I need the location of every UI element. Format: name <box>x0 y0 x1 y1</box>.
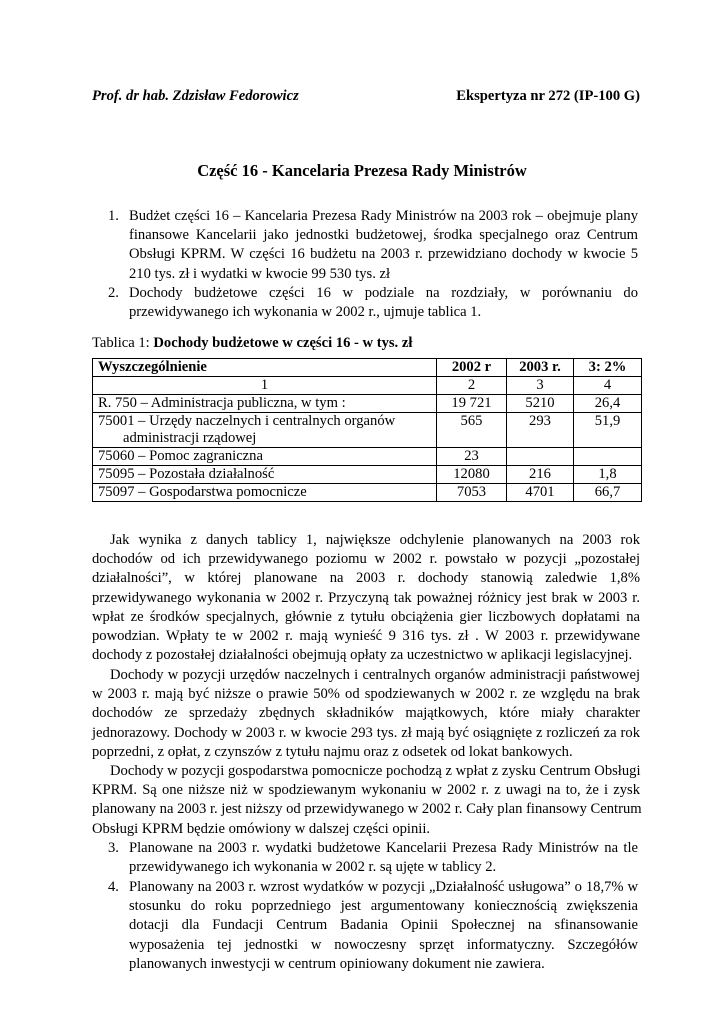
table-row <box>93 395 642 413</box>
value-2002: 12080 <box>437 466 507 484</box>
row-description-line: 75001 – Urzędy naczelnych i centralnych organów <box>98 413 396 429</box>
value-ratio: 1,8 <box>574 466 642 484</box>
value-2003: 216 <box>507 466 574 484</box>
list-item-line: przewidywanego ich wykonania w 2002 r., ujmuje tablica 1. <box>129 304 482 321</box>
value-2002: 565 <box>437 413 507 448</box>
table-numbering-row <box>93 377 642 395</box>
expertise-number: Ekspertyza nr 272 (IP-100 G) <box>456 88 640 104</box>
list-item-line: Dochody budżetowe części 16 w podziale na rozdziały, w porównaniu do <box>129 285 638 301</box>
table-caption-title: Dochody budżetowe w części 16 - w tys. zł <box>153 335 413 351</box>
list-item-2 <box>108 284 638 322</box>
column-header-description: Wyszczególnienie <box>93 359 437 377</box>
list-item-line: Planowany na 2003 r. wzrost wydatków w pozycji „Działalność usługowa” o 18,7% w <box>129 879 638 895</box>
paragraph-line: Obsługi KPRM będzie omówiony w dalszej części opinii. <box>92 820 431 837</box>
paragraph-line: jednorazowy. Dochody w 2003 r. w kwocie 293 tys. zł mają być osiągnięte z rozliczeń za rok <box>92 724 640 741</box>
paragraph-line: powodzian. Wpłaty te w 2002 r. mają wynieść 9 316 tys. zł . W 2003 r. przewidywane <box>92 628 640 645</box>
paragraph-line: Dochody w pozycji gospodarstwa pomocnicze pochodzą z wpłat z zysku Centrum Obsługi <box>110 763 641 779</box>
section-title: Część 16 - Kancelaria Prezesa Rady Ministrów <box>197 161 527 180</box>
paragraph-line: KPRM. Są one niższe niż w spodziewanym wykonaniu w 2002 r. z uwagi na to, że i zysk <box>92 782 640 799</box>
list-item-line: Budżet części 16 – Kancelaria Prezesa Rady Ministrów na 2003 rok – obejmuje plany <box>129 208 638 224</box>
table-row <box>93 413 642 448</box>
row-description: 75097 – Gospodarstwa pomocnicze <box>93 484 437 502</box>
value-2003: 5210 <box>507 395 574 413</box>
column-number: 4 <box>574 377 642 395</box>
table-row <box>93 448 642 466</box>
paragraph-line: dochody z pozostałej działalności obejmują opłaty za uczestnictwo w aplikacji legislacyjnej. <box>92 647 633 664</box>
value-2002: 7053 <box>437 484 507 502</box>
list-item-line: przewidywanego ich wykonania w 2002 r. są ujęte w tablicy 2. <box>129 859 497 876</box>
list-item-line: wyposażenia tej jednostki w nowoczesny sprzęt informatyczny. Szczegółów <box>129 936 638 953</box>
list-item-line: stosunku do roku poprzedniego jest argumentowany koniecznością zwiększenia <box>129 898 638 915</box>
paragraph-line: planowany na 2003 r. jest niższy od przewidywanego w 2002 r. Cały plan finansowy Centrum <box>92 801 642 818</box>
row-description-line: administracji rządowej <box>123 430 257 446</box>
list-item-4 <box>108 878 638 974</box>
list-item-line: dotacji dla Fundacji Centrum Badania Opinii Społecznej na sfinansowanie <box>129 917 638 934</box>
value-ratio: 66,7 <box>574 484 642 502</box>
list-item-3 <box>108 839 638 877</box>
value-2003: 293 <box>507 413 574 448</box>
value-ratio <box>574 448 642 466</box>
value-ratio: 26,4 <box>574 395 642 413</box>
row-description: 75095 – Pozostała działalność <box>93 466 437 484</box>
value-2003 <box>507 448 574 466</box>
paragraph-3 <box>92 762 640 839</box>
column-number: 3 <box>507 377 574 395</box>
value-2003: 4701 <box>507 484 574 502</box>
list-item-line: 210 tys. zł i wydatki w kwocie 99 530 tys. zł <box>129 265 391 282</box>
list-item-1 <box>108 207 638 284</box>
paragraph-line: poprzedni, z opłat, z czynszów z tytułu najmu oraz z odsetek od lokat bankowych. <box>92 743 573 760</box>
value-ratio: 51,9 <box>574 413 642 448</box>
paragraph-line: Dochody w pozycji urzędów naczelnych i centralnych organów administracji państwowej <box>110 667 640 683</box>
revenue-table <box>92 358 642 502</box>
column-header-ratio: 3: 2% <box>574 359 642 377</box>
paragraph-line: w 2003 r. mają być niższe o prawie 50% od spodziewanych w 2002 r. ze względu na brak <box>92 686 640 703</box>
row-description <box>93 413 437 448</box>
paragraph-line: Jak wynika z danych tablicy 1, największe odchylenie planowanych na 2003 rok <box>110 532 640 548</box>
paragraph-2 <box>92 666 640 762</box>
paragraph-line: wpłat ze środków specjalnych, głównie z tytułu obciążenia gier liczbowych dopłatami na <box>92 608 640 625</box>
list-item-line: finansowe Kancelarii jako jednostki budżetowej, środka specjalnego oraz Centrum <box>129 227 638 244</box>
paragraph-line: dochodów od ich przewidywanego poziomu w 2002 r. powstało w pozycji „pozostałej <box>92 551 640 568</box>
table-caption-prefix: Tablica 1: <box>92 335 154 351</box>
list-item-number: 4. <box>108 879 119 895</box>
paragraph-line: przewidywanego wykonania w 2002 r. Przyczyną tak poważnej różnicy jest brak w 2003 r. <box>92 589 640 606</box>
list-item-number: 2. <box>108 285 119 301</box>
author-name: Prof. dr hab. Zdzisław Fedorowicz <box>92 88 299 104</box>
column-header-2003: 2003 r. <box>507 359 574 377</box>
paragraph-line: dochodów ze sprzedaży zbędnych składników majątkowych, które miały charakter <box>92 705 640 722</box>
value-2002: 19 721 <box>437 395 507 413</box>
table-caption <box>92 334 412 353</box>
row-description: 75060 – Pomoc zagraniczna <box>93 448 437 466</box>
column-number: 1 <box>93 377 437 395</box>
value-2002: 23 <box>437 448 507 466</box>
paragraph-1 <box>92 531 640 665</box>
list-item-line: Planowane na 2003 r. wydatki budżetowe Kancelarii Prezesa Rady Ministrów na tle <box>129 840 638 856</box>
list-item-line: planowanych inwestycji w centrum opiniowany dokument nie zawiera. <box>129 955 545 972</box>
column-number: 2 <box>437 377 507 395</box>
row-description: R. 750 – Administracja publiczna, w tym : <box>93 395 437 413</box>
table-row <box>93 484 642 502</box>
table-header-row <box>93 359 642 377</box>
list-item-number: 1. <box>108 208 119 224</box>
list-item-number: 3. <box>108 840 119 856</box>
list-item-line: Obsługi KPRM. W części 16 budżetu na 2003 r. przewidziano dochody w kwocie 5 <box>129 246 638 263</box>
paragraph-line: działalności”, w której planowane na 2003 r. dochody stanowią zaledwie 1,8% <box>92 570 640 587</box>
column-header-2002: 2002 r <box>437 359 507 377</box>
table-row <box>93 466 642 484</box>
